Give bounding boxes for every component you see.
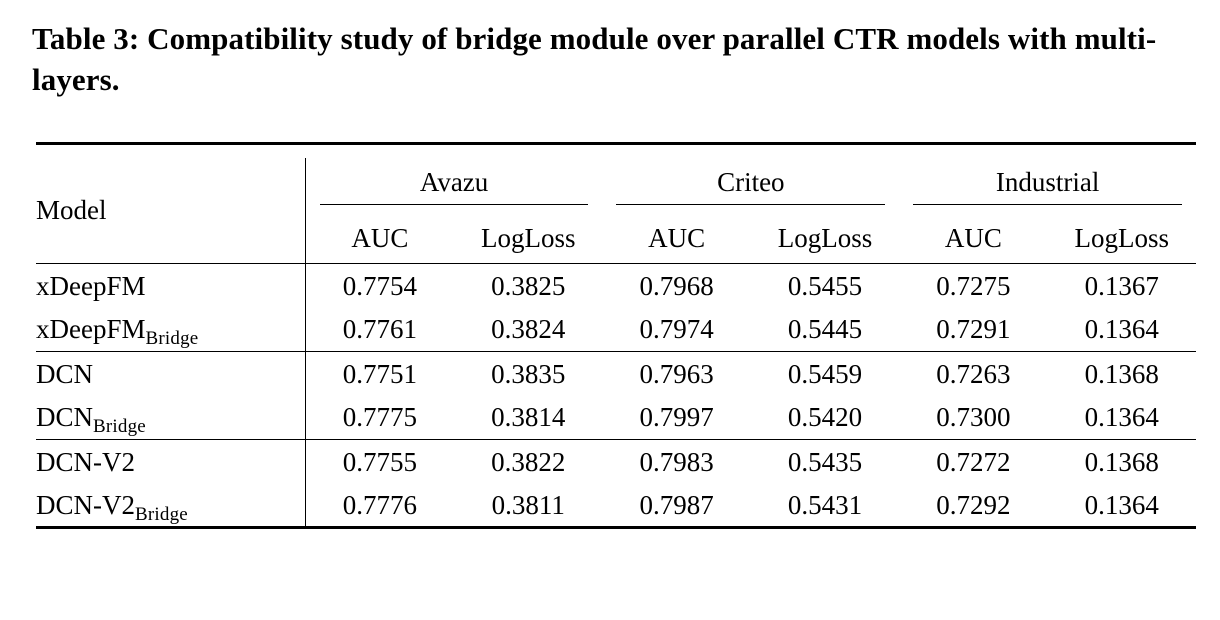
cell-value: 0.3814 <box>491 402 566 433</box>
table-row <box>36 352 1196 396</box>
row-model-name: xDeepFM <box>36 270 146 301</box>
cell-value: 0.1368 <box>1048 440 1196 484</box>
cell-value: 0.5435 <box>751 440 899 484</box>
cell-value: 0.3824 <box>491 314 566 345</box>
cell-value: 0.1368 <box>1048 352 1196 396</box>
column-header-model: Model <box>36 195 107 226</box>
column-header-industrial-auc: AUC <box>944 223 1002 254</box>
table-caption: Table 3: Compatibility study of bridge module over parallel CTR models with multi-layers. <box>32 21 1157 98</box>
column-header-criteo-logloss: LogLoss <box>777 223 873 254</box>
dataset-group-criteo <box>602 158 899 214</box>
column-header-avazu-auc: AUC <box>305 214 454 264</box>
cell-value: 0.7754 <box>305 264 454 308</box>
table-row <box>36 264 1196 308</box>
row-model-name: xDeepFM <box>36 314 146 345</box>
cell-value: 0.5455 <box>751 264 899 308</box>
cell-value: 0.1364 <box>1084 489 1159 520</box>
table-top-rule <box>36 144 1196 158</box>
column-header-industrial-logloss: LogLoss <box>1074 223 1170 254</box>
dataset-group-industrial <box>899 158 1196 214</box>
cell-value: 0.7968 <box>602 264 750 308</box>
cell-value: 0.7775 <box>305 396 454 440</box>
row-model-name: DCN <box>36 402 94 433</box>
cell-value: 0.3835 <box>454 352 602 396</box>
row-model-name: DCN <box>36 358 94 389</box>
cell-value: 0.7292 <box>936 489 1011 520</box>
column-header-criteo-auc: AUC <box>648 223 706 254</box>
cell-value: 0.7776 <box>305 484 454 528</box>
dataset-group-avazu-label: Avazu <box>320 167 589 205</box>
row-model-subscript: Bridge <box>93 416 146 438</box>
cell-value: 0.3811 <box>491 489 565 520</box>
table-row <box>36 396 1196 440</box>
table-row <box>36 440 1196 484</box>
row-label-cell <box>36 396 305 440</box>
cell-value: 0.7983 <box>602 440 750 484</box>
cell-value: 0.7987 <box>639 489 714 520</box>
cell-value: 0.7997 <box>639 402 714 433</box>
cell-value: 0.5445 <box>787 314 863 345</box>
cell-value: 0.7300 <box>936 402 1011 433</box>
cell-value: 0.3825 <box>454 264 602 308</box>
cell-value: 0.1367 <box>1048 264 1196 308</box>
cell-value: 0.7974 <box>639 314 714 345</box>
cell-value: 0.5420 <box>787 402 863 433</box>
row-label-cell <box>36 352 305 396</box>
cell-value: 0.7761 <box>305 308 454 352</box>
dataset-group-criteo-label: Criteo <box>616 167 885 205</box>
row-label-cell <box>36 308 305 352</box>
cell-value: 0.3822 <box>454 440 602 484</box>
cell-value: 0.7963 <box>602 352 750 396</box>
cell-value: 0.1364 <box>1084 402 1159 433</box>
row-model-name: DCN-V2 <box>36 489 135 520</box>
table-row <box>36 484 1196 528</box>
cell-value: 0.7751 <box>305 352 454 396</box>
cell-value: 0.5459 <box>751 352 899 396</box>
results-table-container <box>36 142 1196 539</box>
cell-value: 0.1364 <box>1084 314 1159 345</box>
row-model-name: DCN-V2 <box>36 446 135 477</box>
row-model-subscript: Bridge <box>135 503 188 525</box>
cell-value: 0.7263 <box>899 352 1047 396</box>
cell-value: 0.7275 <box>899 264 1047 308</box>
dataset-group-avazu <box>305 158 602 214</box>
row-label-cell <box>36 484 305 528</box>
dataset-header-row <box>36 158 1196 214</box>
column-header-avazu-logloss: LogLoss <box>481 223 576 254</box>
table-bottom-rule <box>36 528 1196 540</box>
results-table <box>36 142 1196 539</box>
cell-value: 0.5431 <box>787 489 863 520</box>
cell-value: 0.7291 <box>936 314 1011 345</box>
row-model-subscript: Bridge <box>145 328 199 350</box>
row-label-cell <box>36 440 305 484</box>
row-label-cell <box>36 264 305 308</box>
table-row <box>36 308 1196 352</box>
cell-value: 0.7755 <box>305 440 454 484</box>
dataset-group-industrial-label: Industrial <box>913 167 1182 205</box>
cell-value: 0.7272 <box>899 440 1047 484</box>
